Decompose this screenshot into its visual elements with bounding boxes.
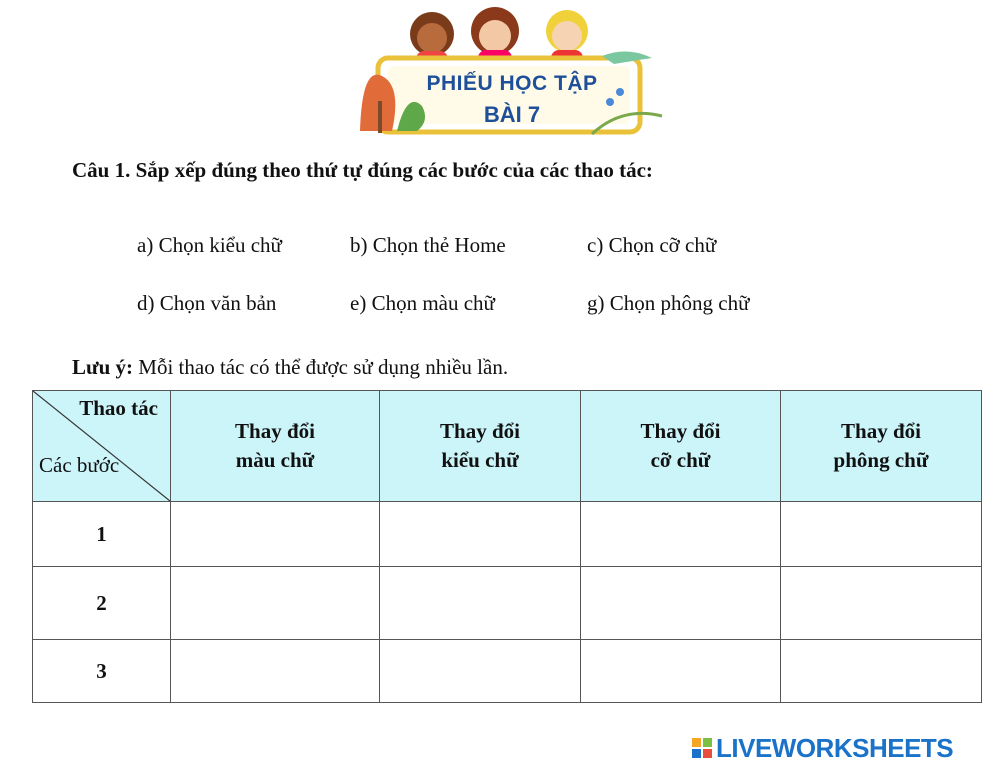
- note: [72, 355, 508, 380]
- corner-label-operations: Thao tác: [79, 396, 158, 420]
- liveworksheets-icon: [692, 738, 712, 758]
- answer-cell[interactable]: [781, 640, 982, 703]
- answer-table: [32, 390, 982, 703]
- answer-cell[interactable]: [581, 640, 781, 703]
- answer-cell[interactable]: [171, 502, 380, 567]
- answer-cell[interactable]: [171, 640, 380, 703]
- option-a: a) Chọn kiểu chữ: [137, 233, 282, 257]
- step-number: 2: [33, 567, 171, 640]
- header-change-size: [581, 391, 781, 502]
- answer-cell[interactable]: [581, 502, 781, 567]
- option-d: d) Chọn văn bản: [137, 291, 277, 315]
- corner-cell: [33, 391, 171, 502]
- answer-cell[interactable]: [781, 502, 982, 567]
- answer-cell[interactable]: [581, 567, 781, 640]
- banner-subtitle: BÀI 7: [483, 102, 541, 127]
- answer-cell[interactable]: [380, 640, 581, 703]
- header-line1: Thay đổi: [640, 419, 721, 443]
- table-row: [33, 640, 982, 703]
- step-number: 3: [33, 640, 171, 703]
- answer-cell[interactable]: [380, 567, 581, 640]
- answer-cell[interactable]: [380, 502, 581, 567]
- step-number: 1: [33, 502, 171, 567]
- brand-text: LIVEWORKSHEETS: [716, 732, 954, 763]
- header-line1: Thay đổi: [235, 419, 315, 443]
- header-change-color: [171, 391, 380, 502]
- table-header-row: [33, 391, 982, 502]
- answer-cell[interactable]: [171, 567, 380, 640]
- header-line1: Thay đổi: [440, 419, 520, 443]
- note-label: Lưu ý:: [72, 355, 134, 379]
- header-line2: cỡ chữ: [650, 448, 711, 472]
- header-line2: màu chữ: [235, 448, 315, 472]
- table-row: [33, 502, 982, 567]
- header-line2: kiểu chữ: [441, 448, 519, 472]
- answer-cell[interactable]: [781, 567, 982, 640]
- question-title: Câu 1. Sắp xếp đúng theo thứ tự đúng các bước của các thao tác:: [72, 158, 653, 182]
- option-c: c) Chọn cỡ chữ: [587, 233, 717, 257]
- option-b: b) Chọn thẻ Home: [350, 233, 506, 257]
- liveworksheets-logo: [692, 733, 953, 763]
- header-change-font: [781, 391, 982, 502]
- option-g: g) Chọn phông chữ: [587, 291, 750, 315]
- option-e: e) Chọn màu chữ: [350, 291, 495, 315]
- banner-title: PHIẾU HỌC TẬP: [426, 72, 598, 95]
- header-change-style: [380, 391, 581, 502]
- corner-label-steps: Các bước: [39, 453, 120, 477]
- header-line1: Thay đổi: [841, 419, 921, 443]
- note-text: Mỗi thao tác có thể được sử dụng nhiều lần.: [133, 355, 509, 379]
- header-line2: phông chữ: [833, 448, 929, 472]
- worksheet-banner: [352, 6, 672, 141]
- table-row: [33, 567, 982, 640]
